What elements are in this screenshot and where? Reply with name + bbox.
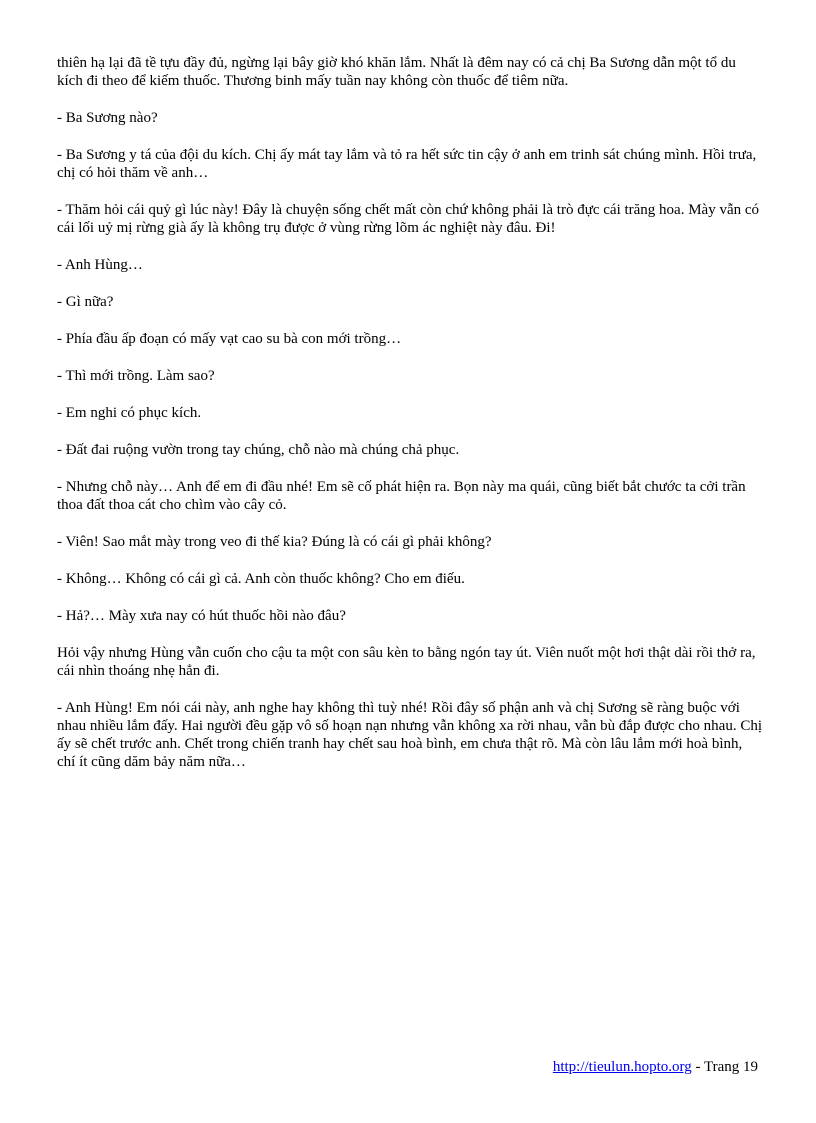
paragraph: thiên hạ lại đã tề tựu đầy đủ, ngừng lại bây giờ khó khăn lắm. Nhất là đêm nay có cả chị Ba Sương dẫn một tổ du kích đi theo để kiếm thuốc. Thương binh mấy tuần nay không còn thuốc để tiêm nữa. <box>57 55 736 89</box>
page-body <box>57 54 763 790</box>
paragraph: - Thì mới trồng. Làm sao? <box>57 368 215 384</box>
paragraph: - Nhưng chỗ này… Anh để em đi đầu nhé! Em sẽ cố phát hiện ra. Bọn này ma quái, cũng biết bắt chước ta cởi trần thoa đất thoa cát cho chìm vào cây cỏ. <box>57 479 746 513</box>
paragraph: - Đất đai ruộng vườn trong tay chúng, chỗ nào mà chúng chả phục. <box>57 442 460 458</box>
paragraph: - Không… Không có cái gì cả. Anh còn thuốc không? Cho em điếu. <box>57 571 465 587</box>
paragraph: - Hả?… Mày xưa nay có hút thuốc hồi nào đâu? <box>57 608 346 624</box>
paragraph: - Phía đầu ấp đoạn có mấy vạt cao su bà con mới trồng… <box>57 331 402 347</box>
paragraph: Hỏi vậy nhưng Hùng vẫn cuốn cho cậu ta một con sâu kèn to bằng ngón tay út. Viên nuốt một hơi thật dài rồi thở ra, cái nhìn thoáng nhẹ hẳn đi. <box>57 645 756 679</box>
paragraph: - Ba Sương nào? <box>57 110 158 126</box>
paragraph: - Viên! Sao mắt mày trong veo đi thế kia? Đúng là có cái gì phải không? <box>57 534 492 550</box>
paragraph: - Ba Sương y tá của đội du kích. Chị ấy mát tay lắm và tỏ ra hết sức tin cậy ở anh em trinh sát chúng mình. Hồi trưa, chị có hỏi thăm về anh… <box>57 147 757 181</box>
paragraph: - Anh Hùng! Em nói cái này, anh nghe hay không thì tuỳ nhé! Rồi đây số phận anh và chị Sương sẽ ràng buộc với nhau nhiều lắm đấy. Hai người đều gặp vô số hoạn nạn nhưng vẫn không xa rời nhau, vẫn bù đắp được cho nhau. Chị ấy sẽ chết trước anh. Chết trong chiến tranh hay chết sau hoà bình, em chưa thật rõ. Mà còn lâu lắm mới hoà bình, chí ít cũng dăm bảy năm nữa… <box>57 700 762 770</box>
paragraph: - Anh Hùng… <box>57 257 143 273</box>
page-footer <box>553 1058 758 1076</box>
page-number: - Trang 19 <box>691 1059 758 1075</box>
paragraph: - Em nghi có phục kích. <box>57 405 202 421</box>
paragraph: - Gì nữa? <box>57 294 114 310</box>
source-link[interactable]: http://tieulun.hopto.org <box>552 1059 692 1075</box>
paragraph: - Thăm hỏi cái quỷ gì lúc này! Đây là chuyện sống chết mất còn chứ không phải là trò đực cái trăng hoa. Mày vẫn có cái lối uỷ mị rừng già ấy là không trụ được ở vùng rừng lõm ác nghiệt này đâu. Đi! <box>57 202 760 236</box>
